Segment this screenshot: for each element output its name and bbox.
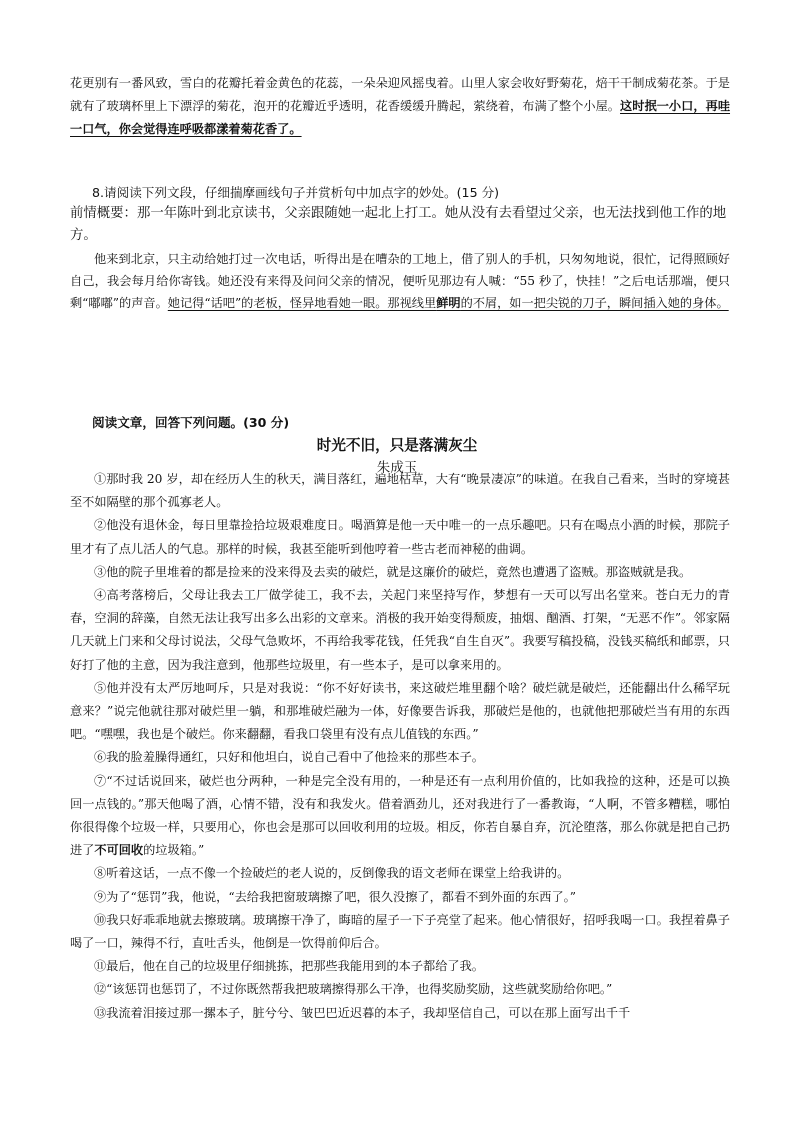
excerpt-underline-1: 她记得“话吧”的老板，怪异地看她一眼。那视线里	[167, 296, 437, 310]
paragraph-7-tail: 的垃圾箱。”	[143, 843, 205, 858]
intro-underlined-sentence: 这时抿一小口，再哇一口气，你会觉得连呼吸都漾着菊花香了。	[70, 99, 731, 136]
excerpt-underline-2: 的不屑，如一把尖锐的刀子，瞬间插入她的身体。	[460, 296, 729, 310]
reading-section-heading: 阅读文章，回答下列问题。(30 分)	[92, 415, 290, 430]
intro-text: 花更别有一番风致，雪白的花瓣托着金黄色的花蕊，一朵朵迎风摇曳着。山里人家会收好野菊花，焙干干制成菊花茶。于是就有了玻璃杯里上下漂浮的菊花，泡开的花瓣近乎透明，花香缓缓升腾起，萦绕着，布满了整个小屋。	[70, 76, 730, 113]
article-author: 朱成玉	[376, 460, 418, 476]
paragraph-7-text: ⑦“不过话说回来，破烂也分两种，一种是完全没有用的，一种是还有一点利用价值的，比如我捡的这种，还是可以换回一点钱的。”那天他喝了酒，心情不错，没有和我发火。借着酒劲儿，还对我进行了一番教诲，“人啊，不管多糟糕，哪怕你很得像个垃圾一样，只要用心，你也会是那可以回收利用的垃圾。相反，你若自暴自弃，沉沦堕落，那么你就是把自己扔进了	[70, 773, 730, 858]
paragraph-4: ④高考落榜后，父母让我去工厂做学徒工，我不去，关起门来坚持写作，梦想有一天可以写出名堂来。苍白无力的青春，空洞的辞藻，自然无法让我写出多么出彩的文章来。消极的我开始变得颓废，抽烟、酗酒、打架，“无恶不作”。邻家隔几天就上门来和父母讨说法，父母气急败坏，不再给我零花钱，任凭我“自生自灭”。我要写稿投稿，没钱买稿纸和邮票，只好打了他的主意，因为我注意到，他那些垃圾里，有一些本子，是可以拿来用的。	[70, 588, 730, 672]
excerpt-dotted-word: 鲜明	[436, 296, 461, 310]
paragraph-6: ⑥我的脸羞臊得通红，只好和他坦白，说自己看中了他捡来的那些本子。	[94, 750, 484, 765]
excerpt-text: 他来到北京，只主动给她打过一次电话，听得出是在嘈杂的工地上，借了别人的手机，只匆匆地说，很忙，记得照顾好自己，我会每月给你寄钱。她还没有来得及问问父亲的情况，便听见那边有人喊：“55 秒了，快挂！”之后电话那端，便只剩“嘟嘟”的声音。	[70, 252, 730, 310]
paragraph-11: ⑪最后，他在自己的垃圾里仔细挑拣，把那些我能用到的本子都给了我。	[94, 959, 484, 974]
intro-passage	[70, 72, 730, 141]
paragraph-8: ⑧听着这话，一点不像一个捡破烂的老人说的，反倒像我的语文老师在课堂上给我讲的。	[94, 866, 570, 881]
paragraph-9: ⑨为了“惩罚”我，他说，“去给我把窗玻璃擦了吧，很久没擦了，都看不到外面的东西了。”	[94, 889, 576, 904]
paragraph-10: ⑩我只好乖乖地就去擦玻璃。玻璃擦干净了，晦暗的屋子一下子亮堂了起来。他心情很好，招呼我喝一口。我捏着鼻子喝了一口，辣得不行，直吐舌头，他倒是一饮得前仰后合。	[70, 912, 730, 951]
question-8-background: 前情概要：那一年陈叶到北京读书，父亲跟随她一起北上打工。她从没有去看望过父亲，也无法找到他工作的地方。	[70, 206, 727, 243]
article-title: 时光不旧，只是落满灰尘	[316, 437, 478, 454]
paragraph-7	[70, 770, 730, 863]
paragraph-13: ⑬我流着泪接过那一摞本子，脏兮兮、皱巴巴近迟暮的本子，我却坚信自己，可以在那上面写出千千	[94, 1005, 631, 1020]
paragraph-2: ②他没有退休金，每日里靠捡拾垃圾艰难度日。喝酒算是他一天中唯一的一点乐趣吧。只有在喝点小酒的时候，那院子里才有了点儿活人的气息。那样的时候，我甚至能听到他哼着一些古老而神秘的曲调。	[70, 518, 730, 556]
paragraph-7-bold: 不可回收	[94, 843, 144, 858]
paragraph-5: ⑤他并没有太严厉地呵斥，只是对我说：“你不好好读书，来这破烂堆里翻个啥？破烂就是破烂，还能翻出什么稀罕玩意来？”说完他就往那对破烂里一躺，和那堆破烂融为一体，好像要告诉我，那破烂是他的，也就他把那破烂当有用的东西吧。“嘿嘿，我也是个破烂。你来翻翻，看我口袋里有没有点儿值钱的东西。”	[70, 680, 730, 742]
paragraph-12: ⑫“该惩罚也惩罚了，不过你既然帮我把玻璃擦得那么干净，也得奖励奖励，这些就奖励给你吧。”	[94, 982, 613, 997]
paragraph-1: ①那时我 20 岁，却在经历人生的秋天，满目落红，遍地枯草，大有“晚景凄凉”的味道。在我自己看来，当时的穿境甚至不如隔壁的那个孤寡老人。	[70, 472, 730, 510]
question-8-prompt: 8.请阅读下列文段，仔细揣摩画线句子并赏析句中加点字的妙处。(15 分)	[92, 185, 500, 200]
paragraph-3: ③他的院子里堆着的都是捡来的没来得及去卖的破烂，就是这廉价的破烂，竟然也遭遇了盗贼。那盗贼就是我。	[94, 564, 692, 579]
article-body	[70, 468, 730, 1025]
question-8-excerpt	[70, 248, 730, 314]
